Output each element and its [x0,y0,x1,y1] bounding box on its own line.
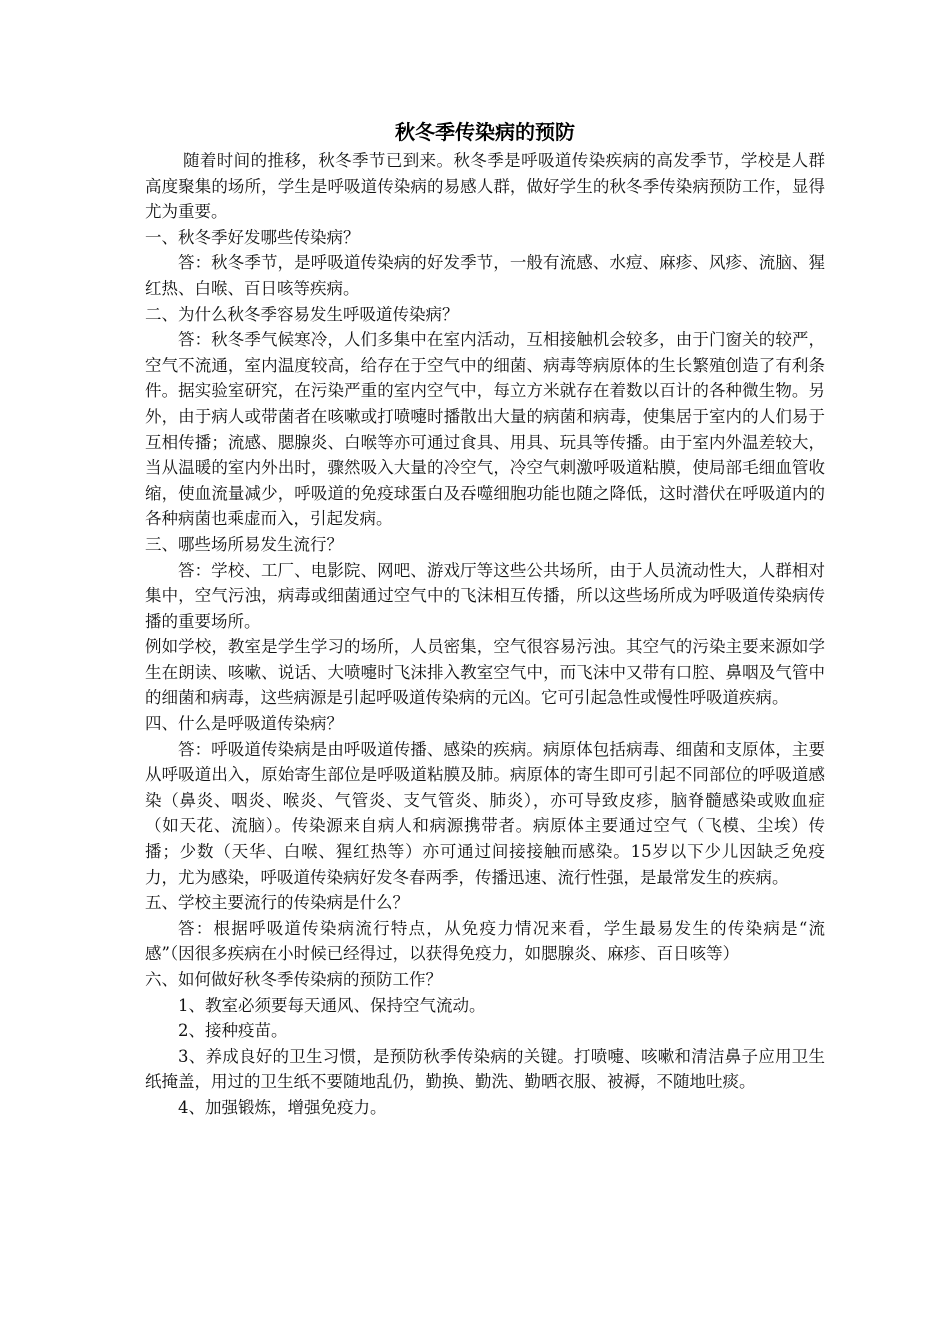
section-heading-4: 四、什么是呼吸道传染病？ [145,714,343,734]
prevention-item-2: 2、接种疫苗。 [178,1021,288,1041]
document-title: 秋冬季传染病的预防 [395,120,575,144]
section-answer-5: 答：根据呼吸道传染病流行特点，从免疫力情况来看，学生最易发生的传染病是“流感”（因很多疾病在小时候已经得过，以获得免疫力，如腮腺炎、麻疹、百日咳等） [145,918,825,964]
prevention-item-3: 3、养成良好的卫生习惯，是预防秋季传染病的关键。打喷嚏、咳嗽和清洁鼻子应用卫生纸掩盖，用过的卫生纸不要随地乱仍，勤换、勤洗、勤晒衣服、被褥，不随地吐痰。 [145,1046,825,1092]
section-extra-3: 例如学校，教室是学生学习的场所，人员密集，空气很容易污浊。其空气的污染主要来源如学生在朗读、咳嗽、说话、大喷嚏时飞沫排入教室空气中，而飞沫中又带有口腔、鼻咽及气管中的细菌和病毒，这些病源是引起呼吸道传染病的元凶。它可引起急性或慢性呼吸道疾病。 [145,637,825,708]
section-heading-6: 六、如何做好秋冬季传染病的预防工作？ [145,970,442,989]
section-answer-2: 答：秋冬季气候寒冷，人们多集中在室内活动，互相接触机会较多，由于门窗关的较严，空气不流通，室内温度较高，给存在于空气中的细菌、病毒等病原体的生长繁殖创造了有利条件。据实验室研究，在污染严重的室内空气中，每立方米就存在着数以百计的各种微生物。另外，由于病人或带菌者在咳嗽或打喷嚏时播散出大量的病菌和病毒，使集居于室内的人们易于互相传播；流感、腮腺炎、白喉等亦可通过食具、用具、玩具等传播。由于室内外温差较大，当从温暖的室内外出时，骤然吸入大量的冷空气，冷空气刺激呼吸道粘膜，使局部毛细血管收缩，使血流量减少，呼吸道的免疫球蛋白及吞噬细胞功能也随之降低，这时潜伏在呼吸道内的各种病菌也乘虚而入，引起发病。 [145,330,825,529]
section-heading-5: 五、学校主要流行的传染病是什么？ [145,893,409,913]
section-heading-3: 三、哪些场所易发生流行？ [145,534,343,554]
prevention-item-1: 1、教室必须要每天通风、保持空气流动。 [178,995,486,1015]
section-answer-1: 答：秋冬季节，是呼吸道传染病的好发季节，一般有流感、水痘、麻疹、风疹、流脑、猩红热、白喉、百日咳等疾病。 [145,253,825,298]
prevention-item-4: 4、加强锻炼，增强免疫力。 [178,1097,387,1117]
document-page [145,118,825,1121]
section-answer-4: 答：呼吸道传染病是由呼吸道传播、感染的疾病。病原体包括病毒、细菌和支原体，主要从呼吸道出入，原始寄生部位是呼吸道粘膜及肺。病原体的寄生即可引起不同部位的呼吸道感染（鼻炎、咽炎、喉炎、气管炎、支气管炎、肺炎），亦可导致皮疹，脑脊髓感染或败血症（如天花、流脑）。传染源来自病人和病源携带者。病原体主要通过空气（飞模、尘埃）传播；少数（天华、白喉、猩红热等）亦可通过间接接触而感染。15岁以下少儿因缺乏免疫力，尤为感染，呼吸道传染病好发冬春两季，传播迅速、流行性强，是最常发生的疾病。 [145,739,825,887]
section-heading-1: 一、秋冬季好发哪些传染病？ [145,227,360,247]
section-heading-2: 二、为什么秋冬季容易发生呼吸道传染病？ [145,304,459,324]
intro-paragraph: 随着时间的推移，秋冬季节已到来。秋冬季是呼吸道传染疾病的高发季节，学校是人群高度聚集的场所，学生是呼吸道传染病的易感人群，做好学生的秋冬季传染病预防工作，显得尤为重要。 [145,151,825,222]
section-answer-3: 答：学校、工厂、电影院、网吧、游戏厅等这些公共场所，由于人员流动性大，人群相对集中，空气污浊，病毒或细菌通过空气中的飞沫相互传播，所以这些场所成为呼吸道传染病传播的重要场所。 [145,560,825,631]
